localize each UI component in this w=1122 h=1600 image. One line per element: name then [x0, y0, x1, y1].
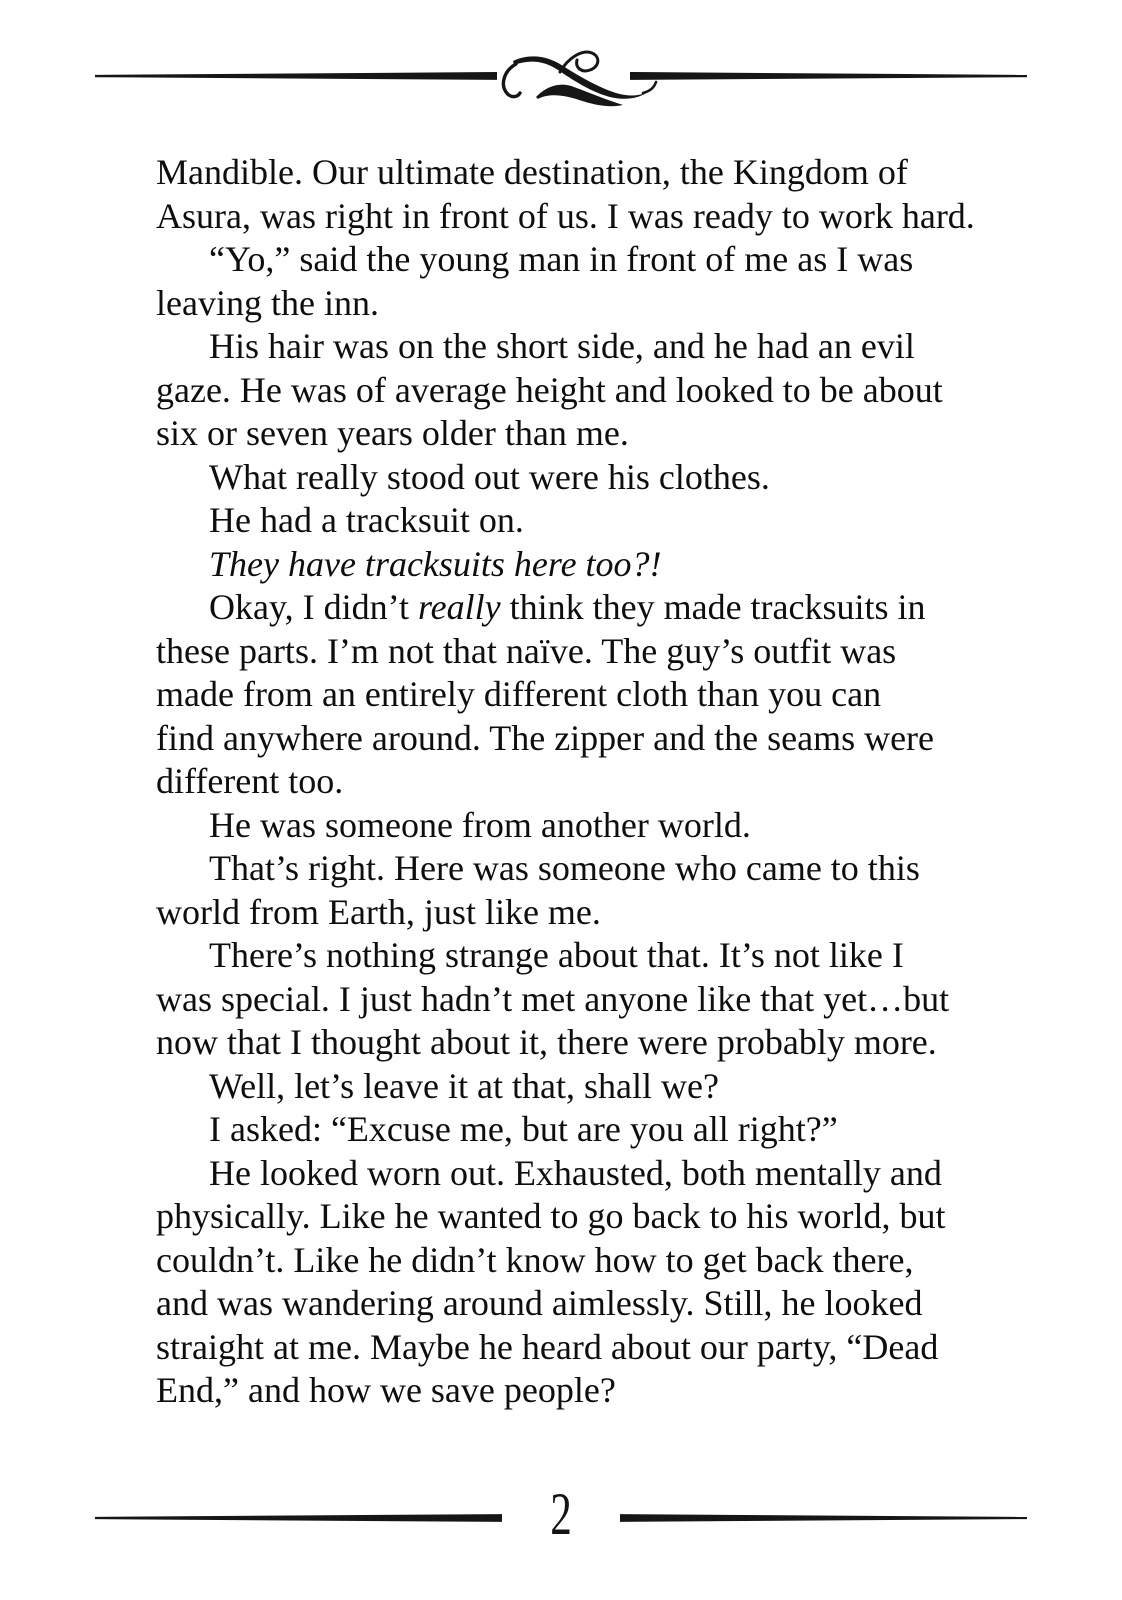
paragraph	[156, 586, 1056, 804]
italic-text-segment: really	[417, 587, 501, 627]
text-segment: and was wandering around aimlessly. Still, he looked	[156, 1283, 923, 1323]
paragraph	[156, 238, 1056, 325]
text-segment: made from an entirely different cloth than you can	[156, 674, 882, 714]
text-line	[156, 1021, 1056, 1065]
text-segment: couldn’t. Like he didn’t know how to get back there,	[156, 1239, 914, 1280]
flourish-left-hook	[503, 64, 520, 97]
paragraph	[156, 1108, 1056, 1152]
header-flourish-icon	[0, 0, 1122, 160]
text-line	[156, 1108, 1056, 1152]
text-line	[156, 717, 1056, 761]
paragraph	[156, 456, 1056, 500]
text-segment: physically. Like he wanted to go back to his world, but	[156, 1196, 946, 1236]
text-line	[156, 543, 1056, 587]
paragraph	[156, 934, 1056, 1065]
text-segment: I asked: “Excuse me, but are you all right?”	[209, 1109, 838, 1149]
text-segment: He looked worn out. Exhausted, both mentally and	[209, 1152, 942, 1193]
text-segment: gaze. He was of average height and looked to be about	[156, 369, 943, 410]
text-line	[156, 760, 1056, 804]
text-segment: think they made tracksuits in	[500, 587, 926, 627]
text-line	[156, 630, 1056, 674]
text-line	[156, 456, 1056, 500]
text-segment: Asura, was right in front of us. I was ready to work hard.	[156, 195, 975, 236]
paragraph	[156, 1065, 1056, 1109]
text-segment: Mandible. Our ultimate destination, the Kingdom of	[156, 152, 908, 192]
paragraph	[156, 325, 1056, 456]
text-segment: leaving the inn.	[156, 282, 379, 323]
text-line	[156, 1195, 1056, 1239]
text-line	[156, 369, 1056, 413]
page-number	[0, 1481, 1122, 1547]
text-line	[156, 151, 1056, 195]
text-segment: now that I thought about it, there were probably more.	[156, 1022, 937, 1062]
paragraph	[156, 847, 1056, 934]
text-segment: find anywhere around. The zipper and the seams were	[156, 717, 935, 758]
text-line	[156, 1239, 1056, 1283]
text-line	[156, 586, 1056, 630]
text-segment: was special. I just hadn’t met anyone like that yet…but	[156, 978, 950, 1019]
text-line	[156, 1282, 1056, 1326]
text-line	[156, 673, 1056, 717]
italic-text-segment: They have tracksuits here too?!	[209, 543, 662, 584]
text-line	[156, 282, 1056, 326]
text-line	[156, 325, 1056, 369]
text-segment: six or seven years older than me.	[156, 413, 629, 453]
text-line	[156, 1369, 1056, 1413]
text-segment: world from Earth, just like me.	[156, 891, 601, 932]
text-segment: That’s right. Here was someone who came to this	[209, 848, 920, 888]
text-segment: Well, let’s leave it at that, shall we?	[209, 1065, 719, 1106]
text-line	[156, 1326, 1056, 1370]
text-line	[156, 804, 1056, 848]
paragraph	[156, 543, 1056, 587]
text-line	[156, 978, 1056, 1022]
flourish-tail-barb	[643, 82, 656, 93]
text-segment: There’s nothing strange about that. It’s not like I	[209, 935, 904, 975]
text-segment: What really stood out were his clothes.	[209, 456, 770, 497]
text-segment: His hair was on the short side, and he had an evil	[209, 326, 915, 366]
text-line	[156, 412, 1056, 456]
text-segment: straight at me. Maybe he heard about our party, “Dead	[156, 1326, 939, 1367]
paragraph	[156, 499, 1056, 543]
text-segment: End,” and how we save people?	[156, 1370, 616, 1410]
text-line	[156, 499, 1056, 543]
text-segment: different too.	[156, 761, 344, 801]
text-segment: He had a tracksuit on.	[209, 500, 524, 540]
header-rule-left	[95, 72, 497, 80]
text-line	[156, 238, 1056, 282]
paragraph	[156, 1152, 1056, 1413]
paragraph	[156, 804, 1056, 848]
text-line	[156, 1065, 1056, 1109]
text-line	[156, 1152, 1056, 1196]
header-rule-right	[630, 72, 1027, 80]
text-segment: “Yo,” said the young man in front of me as I was	[209, 239, 914, 279]
text-segment: these parts. I’m not that naïve. The guy’s outfit was	[156, 630, 897, 671]
text-line	[156, 891, 1056, 935]
text-segment: Okay, I didn’t	[209, 587, 418, 627]
text-line	[156, 847, 1056, 891]
text-line	[156, 934, 1056, 978]
page-number-value: 2	[550, 1481, 572, 1547]
text-segment: He was someone from another world.	[209, 804, 751, 845]
text-line	[156, 195, 1056, 239]
paragraph	[156, 151, 1056, 238]
text-block	[156, 151, 1056, 1413]
